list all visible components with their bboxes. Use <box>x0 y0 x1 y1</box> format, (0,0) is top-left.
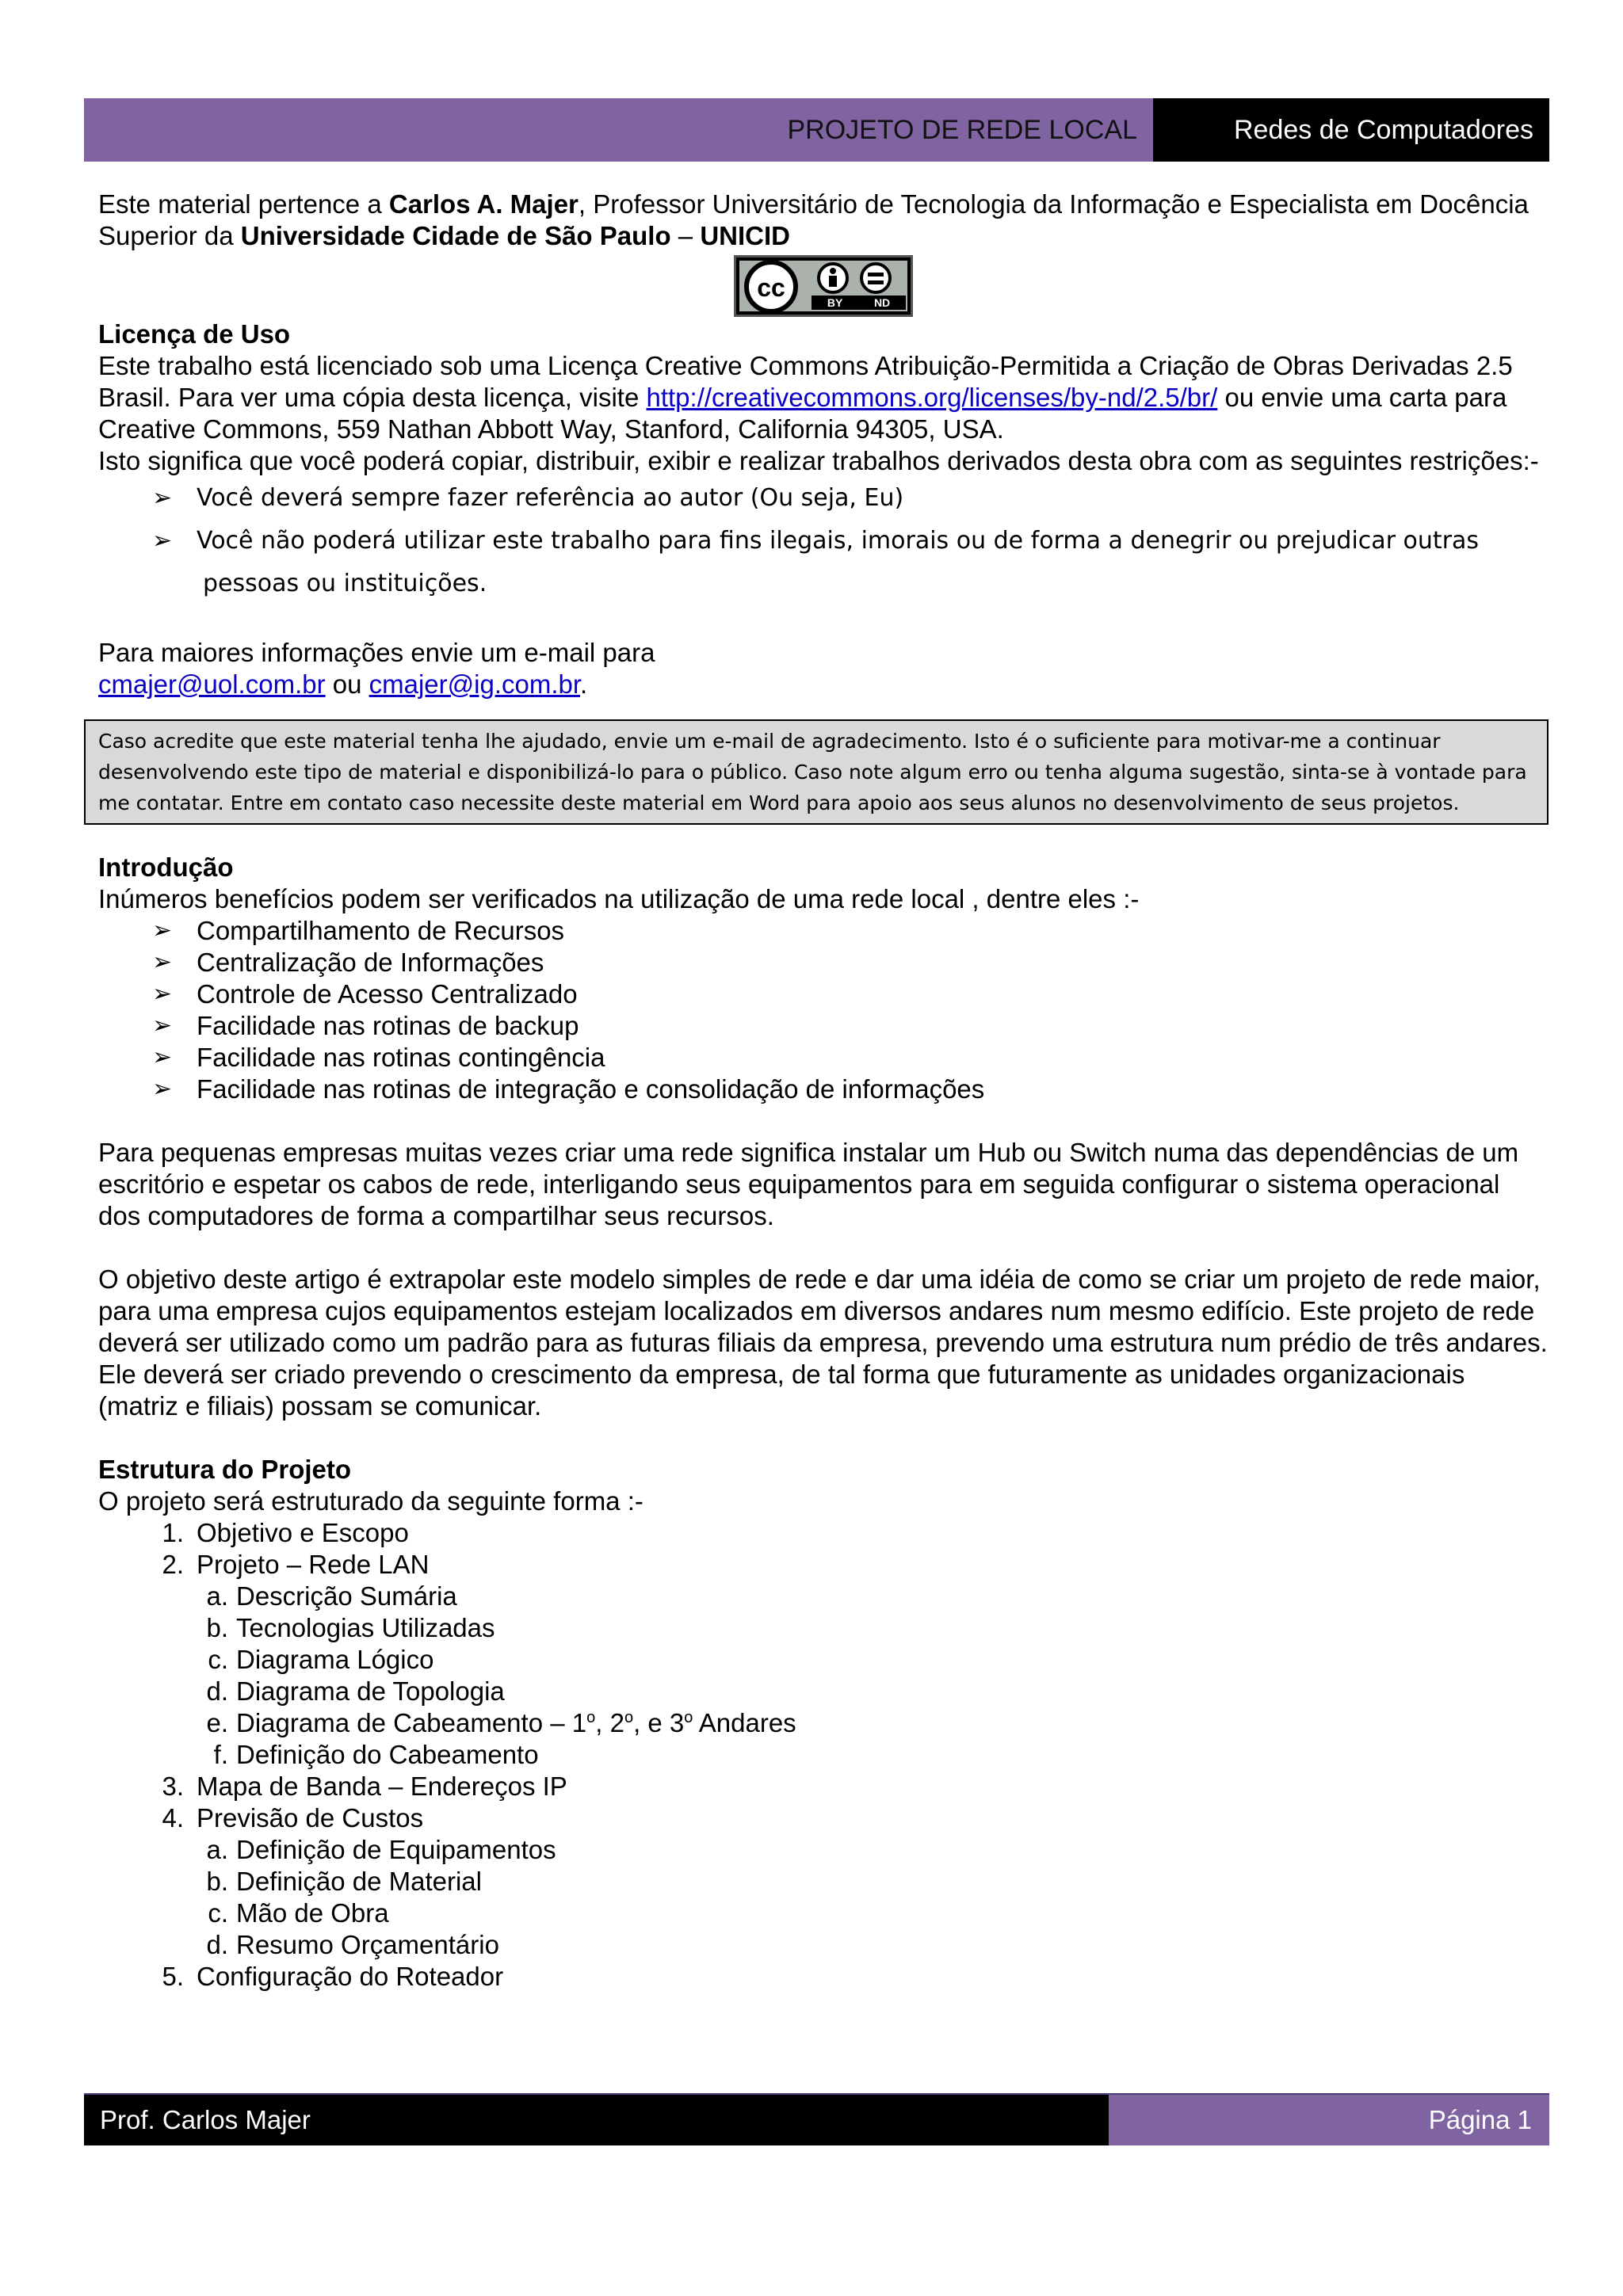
list-item <box>197 1866 1549 1897</box>
thank-you-note: Caso acredite que este material tenha lhe ajudado, envie um e-mail de agradecimento. Isto é o suficiente para motivar-me a continuar desenvolvendo este tipo de material e disponibilizá-lo para o público. Caso note algum erro ou tenha alguma sugestão, sinta-se à vontade para me contatar. Entre em contato caso necessite deste material em Word para apoio aos seus alunos no desenvolvimento de seus projetos. <box>84 719 1549 825</box>
item-label: Objetivo e Escopo <box>197 1518 409 1547</box>
list-item <box>152 1802 1549 1961</box>
ordinal-sup: o <box>624 1709 634 1726</box>
item-letter: b. <box>206 1867 228 1896</box>
item-letter: c. <box>208 1898 228 1928</box>
contact-emails <box>98 669 1549 700</box>
list-item <box>152 915 1549 947</box>
list-item <box>152 1771 1549 1802</box>
benefit-text: Facilidade nas rotinas de backup <box>197 1011 579 1040</box>
list-item <box>152 477 1549 520</box>
list-item <box>152 978 1549 1010</box>
item-label: Diagrama de Topologia <box>236 1676 505 1706</box>
license-text-part1: Este trabalho está licenciado sob uma Licença Creative Commons Atribuição-Permitida a Criação de Obras Derivadas 2.5 Brasil. Para ver uma cópia desta licença, visite <box>98 351 1513 412</box>
list-item <box>152 1074 1549 1105</box>
item-label: Definição de Equipamentos <box>236 1835 556 1864</box>
item-label: Mapa de Banda – Endereços IP <box>197 1772 567 1801</box>
license-link[interactable]: http://creativecommons.org/licenses/by-nd/2.5/br/ <box>646 383 1218 412</box>
sub-list <box>98 1581 1549 1771</box>
item-letter: b. <box>206 1613 228 1642</box>
list-item <box>197 1897 1549 1929</box>
list-item <box>152 1517 1549 1549</box>
item-label: Definição de Material <box>236 1867 482 1896</box>
email-link-ig[interactable]: cmajer@ig.com.br <box>369 669 581 699</box>
ordinal-sup: o <box>684 1709 693 1726</box>
page-footer <box>84 2095 1549 2145</box>
item-label: Descrição Sumária <box>236 1581 457 1611</box>
cc-by-nd-badge-icon <box>734 255 913 317</box>
intro-prefix: Este material pertence a <box>98 189 389 219</box>
arrow-bullet-icon: ➢ <box>152 981 173 1007</box>
restriction-text: Você não poderá utilizar este trabalho para fins ilegais, imorais ou de forma a denegrir ou prejudicar outras <box>197 527 1480 555</box>
benefit-text: Centralização de Informações <box>197 948 544 977</box>
list-item <box>197 1644 1549 1676</box>
item-number: 5. <box>162 1962 184 1991</box>
item-letter: e. <box>206 1708 228 1737</box>
item-number: 2. <box>162 1550 184 1579</box>
benefit-text: Controle de Acesso Centralizado <box>197 979 578 1009</box>
benefit-text: Facilidade nas rotinas de integração e consolidação de informações <box>197 1074 985 1104</box>
license-badge-wrap <box>98 252 1549 318</box>
item-letter: c. <box>208 1645 228 1674</box>
header-course-title: Redes de Computadores <box>1153 98 1549 162</box>
intro-mid: , Professor Universitário de Tecnologia da Informação e Especialista em Docência Superior da <box>98 189 1529 250</box>
arrow-bullet-icon: ➢ <box>152 949 173 975</box>
item-letter: f. <box>213 1740 228 1769</box>
document-body <box>98 189 1549 1993</box>
arrow-bullet-icon: ➢ <box>152 527 173 555</box>
list-item <box>197 1581 1549 1612</box>
introducao-lead: Inúmeros benefícios podem ser verificados na utilização de uma rede local , dentre eles :- <box>98 884 1140 913</box>
item-letter: a. <box>206 1581 228 1611</box>
section-title-estrutura: Estrutura do Projeto <box>98 1455 352 1484</box>
item-label: Diagrama de Cabeamento – 1 <box>236 1708 587 1737</box>
benefit-text: Compartilhamento de Recursos <box>197 916 565 945</box>
section-title-introducao: Introdução <box>98 852 234 882</box>
item-label: Mão de Obra <box>236 1898 389 1928</box>
list-item <box>197 1929 1549 1961</box>
ordinal-sup: o <box>586 1709 596 1726</box>
estrutura-lead: O projeto será estruturado da seguinte forma :- <box>98 1486 643 1516</box>
item-label-part: , 2 <box>595 1708 624 1737</box>
restrictions-list <box>98 477 1549 605</box>
author-name: Carlos A. Majer <box>388 189 579 219</box>
benefit-text: Facilidade nas rotinas contingência <box>197 1043 605 1072</box>
list-item <box>197 1707 1549 1739</box>
item-label: Previsão de Custos <box>197 1803 424 1833</box>
item-label: Tecnologias Utilizadas <box>236 1613 495 1642</box>
list-item <box>197 1739 1549 1771</box>
item-label: Configuração do Roteador <box>197 1962 504 1991</box>
footer-page-number: Página 1 <box>1109 2095 1549 2145</box>
item-label-part: , e 3 <box>633 1708 685 1737</box>
item-letter: d. <box>206 1930 228 1959</box>
arrow-bullet-icon: ➢ <box>152 1044 173 1070</box>
list-item <box>152 1042 1549 1074</box>
list-item <box>152 1961 1549 1993</box>
license-meaning: Isto significa que você poderá copiar, distribuir, exibir e realizar trabalhos derivados desta obra com as seguintes restrições:- <box>98 446 1539 475</box>
list-item <box>197 1834 1549 1866</box>
introducao-paragraph-2: O objetivo deste artigo é extrapolar este modelo simples de rede e dar uma idéia de como se criar um projeto de rede maior, para uma empresa cujos equipamentos estejam localizados em diversos andares num mesmo edifício. Este projeto de rede deverá ser utilizado como um padrão para as futuras filiais da empresa, prevendo uma estrutura num prédio de três andares. Ele deverá ser criado prevendo o crescimento da empresa, de tal forma que futuramente as unidades organizacionais (matriz e filiais) possam se comunicar. <box>98 1264 1548 1421</box>
restriction-text-cont: pessoas ou instituições. <box>203 570 487 597</box>
arrow-bullet-icon: ➢ <box>152 1076 173 1102</box>
structure-list <box>98 1517 1549 1993</box>
arrow-bullet-icon: ➢ <box>152 1013 173 1039</box>
introducao-paragraph-1: Para pequenas empresas muitas vezes criar uma rede significa instalar um Hub ou Switch numa das dependências de um escritório e espetar os cabos de rede, interligando seus equipamentos para em seguida configurar o sistema operacional dos computadores de forma a compartilhar seus recursos. <box>98 1138 1519 1230</box>
item-label: Diagrama Lógico <box>236 1645 434 1674</box>
license-title: Licença de Uso <box>98 319 291 349</box>
list-item <box>152 1549 1549 1771</box>
item-number: 4. <box>162 1803 184 1833</box>
item-letter: a. <box>206 1835 228 1864</box>
page-header <box>84 98 1549 162</box>
item-label: Projeto – Rede LAN <box>197 1550 430 1579</box>
item-letter: d. <box>206 1676 228 1706</box>
contact-or: ou <box>325 669 369 699</box>
list-item <box>152 520 1549 605</box>
arrow-bullet-icon: ➢ <box>152 917 173 944</box>
cc-by-label: BY <box>827 296 843 309</box>
item-label: Resumo Orçamentário <box>236 1930 499 1959</box>
item-number: 1. <box>162 1518 184 1547</box>
list-item <box>152 947 1549 978</box>
item-label: Definição do Cabeamento <box>236 1740 539 1769</box>
restriction-text: Você deverá sempre fazer referência ao autor (Ou seja, Eu) <box>197 484 904 512</box>
list-item <box>197 1612 1549 1644</box>
list-item <box>152 1010 1549 1042</box>
list-item <box>197 1676 1549 1707</box>
benefits-list <box>98 915 1549 1105</box>
sub-list <box>98 1834 1549 1961</box>
author-statement <box>98 189 1549 252</box>
university-name: Universidade Cidade de São Paulo <box>240 221 671 250</box>
contact-line: Para maiores informações envie um e-mail para <box>98 638 655 667</box>
license-text-part2: ou envie uma carta para Creative Commons, 559 Nathan Abbott Way, Stanford, California 94305, USA. <box>98 383 1507 444</box>
contact-period: . <box>580 669 588 699</box>
item-number: 3. <box>162 1772 184 1801</box>
intro-dash: – <box>670 221 701 250</box>
arrow-bullet-icon: ➢ <box>152 484 173 512</box>
university-abbr: UNICID <box>700 221 790 250</box>
header-project-title: PROJETO DE REDE LOCAL <box>84 98 1153 162</box>
footer-author: Prof. Carlos Majer <box>84 2095 1109 2145</box>
svg-text:cc: cc <box>757 273 785 302</box>
cc-nd-label: ND <box>873 296 891 309</box>
email-link-uol[interactable]: cmajer@uol.com.br <box>98 669 326 699</box>
item-label-part: Andares <box>693 1708 796 1737</box>
cc-badge-labels <box>812 296 906 310</box>
license-text <box>98 350 1549 445</box>
